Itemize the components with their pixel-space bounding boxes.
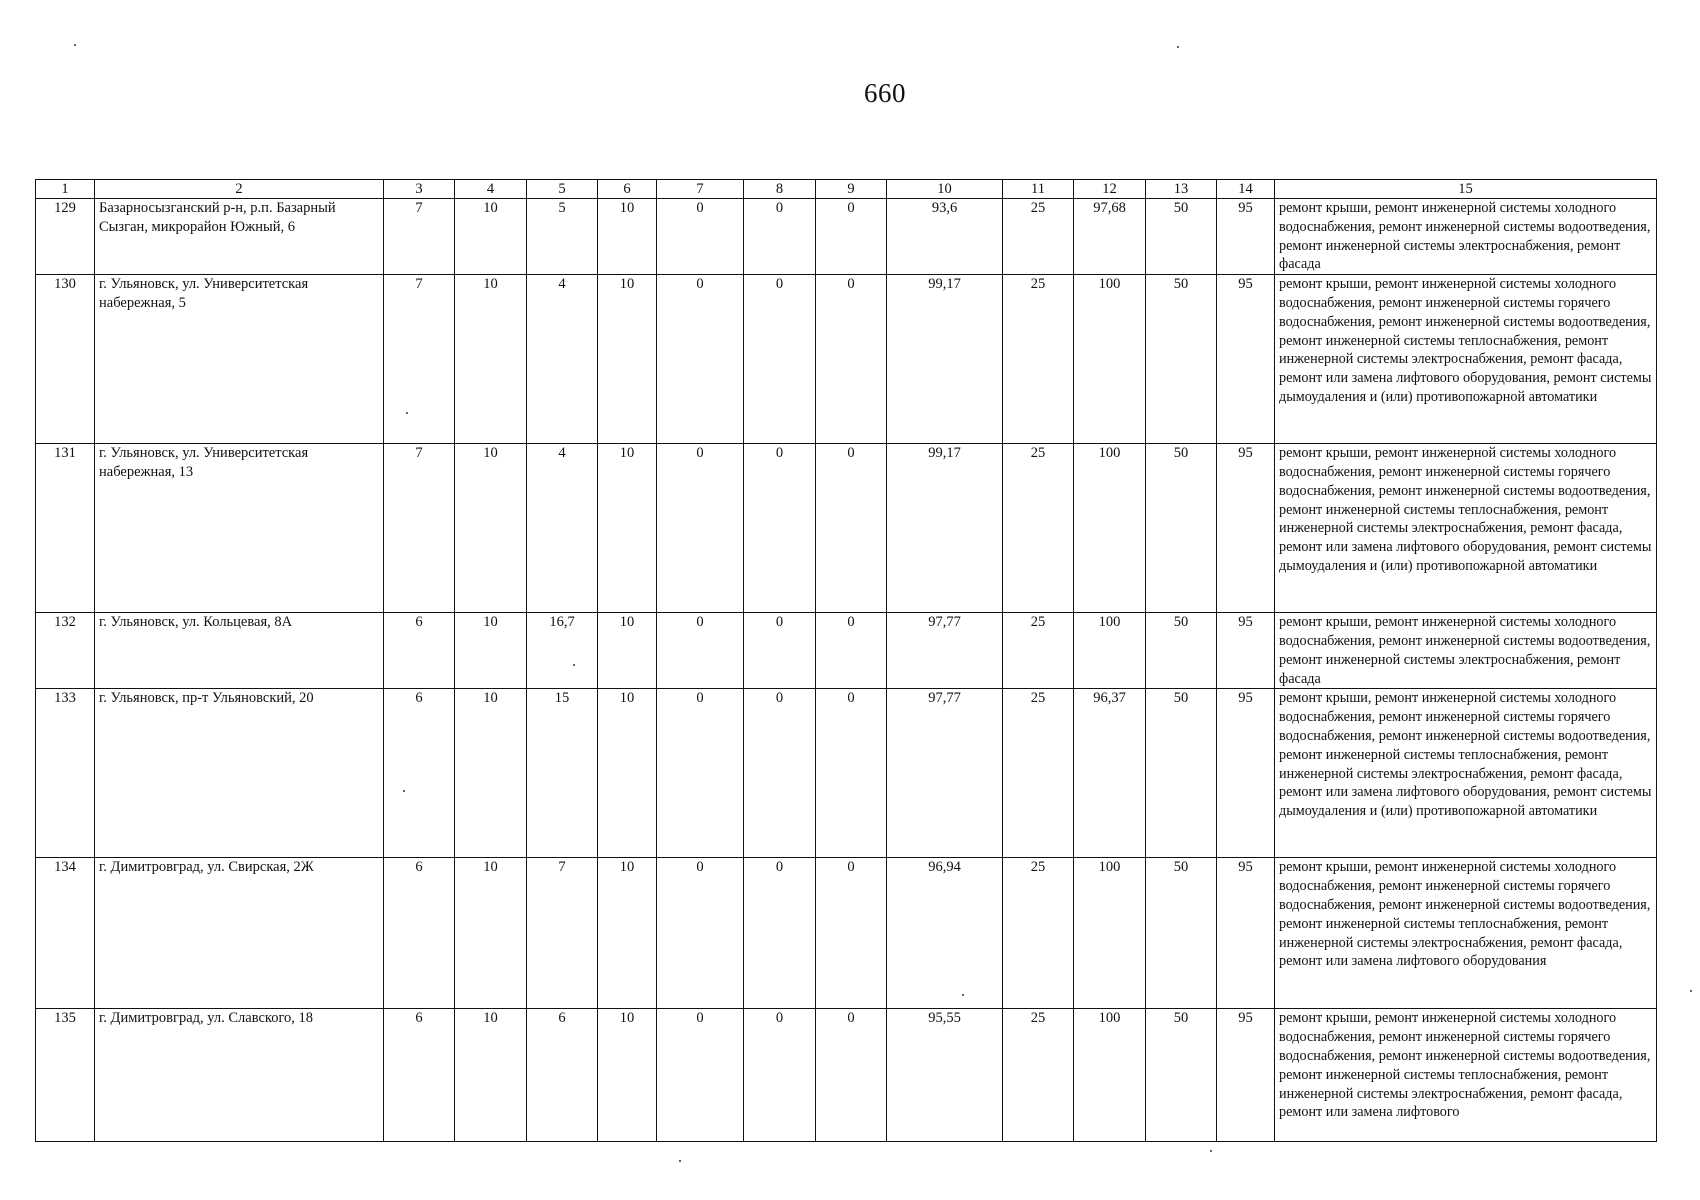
address-cell: г. Ульяновск, ул. Университетская набережная, 5 [95,275,384,444]
row-number-cell: 133 [36,689,95,858]
value-cell-c12: 100 [1074,444,1146,613]
address-cell: г. Димитровград, ул. Славского, 18 [95,1009,384,1142]
address-cell: г. Ульяновск, ул. Кольцевая, 8А [95,613,384,689]
value-cell-c14: 95 [1217,444,1275,613]
value-cell-c3: 7 [384,275,455,444]
table-row [36,858,1657,1009]
value-cell-c13: 50 [1146,858,1217,1009]
row-number-cell: 135 [36,1009,95,1142]
column-header: 3 [384,180,455,199]
value-cell-c3: 7 [384,199,455,275]
value-cell-c12: 100 [1074,613,1146,689]
column-header: 5 [527,180,598,199]
value-cell-c8: 0 [744,613,816,689]
value-cell-c13: 50 [1146,275,1217,444]
value-cell-c9: 0 [816,1009,887,1142]
value-cell-c12: 96,37 [1074,689,1146,858]
scan-speck [1690,990,1692,992]
value-cell-c13: 50 [1146,199,1217,275]
value-cell-c4: 10 [455,199,527,275]
value-cell-c7: 0 [657,858,744,1009]
value-cell-c5: 15 [527,689,598,858]
value-cell-c13: 50 [1146,689,1217,858]
row-number-cell: 131 [36,444,95,613]
value-cell-c14: 95 [1217,199,1275,275]
address-cell: г. Ульяновск, ул. Университетская набережная, 13 [95,444,384,613]
value-cell-c8: 0 [744,275,816,444]
column-header: 11 [1003,180,1074,199]
value-cell-c7: 0 [657,613,744,689]
table-body [36,199,1657,1142]
row-number-cell: 129 [36,199,95,275]
value-cell-c11: 25 [1003,1009,1074,1142]
value-cell-c12: 100 [1074,1009,1146,1142]
value-cell-c7: 0 [657,199,744,275]
value-cell-c13: 50 [1146,613,1217,689]
value-cell-c11: 25 [1003,275,1074,444]
value-cell-c11: 25 [1003,444,1074,613]
column-header: 15 [1275,180,1657,199]
value-cell-c14: 95 [1217,613,1275,689]
works-cell: ремонт крыши, ремонт инженерной системы холодного водоснабжения, ремонт инженерной системы горячего водоснабжения, ремонт инженерной системы водоотведения, ремонт инженерной системы теплоснабжения, ремонт инженерной системы электроснабжения, ремонт фасада, ремонт или замена лифтового [1275,1009,1657,1142]
column-header: 14 [1217,180,1275,199]
value-cell-c4: 10 [455,1009,527,1142]
value-cell-c5: 5 [527,199,598,275]
value-cell-c6: 10 [598,689,657,858]
value-cell-c11: 25 [1003,199,1074,275]
address-cell: г. Димитровград, ул. Свирская, 2Ж [95,858,384,1009]
value-cell-c7: 0 [657,275,744,444]
scan-speck [679,1160,681,1162]
value-cell-c13: 50 [1146,444,1217,613]
value-cell-c7: 0 [657,444,744,613]
value-cell-c7: 0 [657,689,744,858]
value-cell-c10: 95,55 [887,1009,1003,1142]
value-cell-c9: 0 [816,275,887,444]
value-cell-c12: 100 [1074,275,1146,444]
value-cell-c3: 6 [384,613,455,689]
works-cell: ремонт крыши, ремонт инженерной системы холодного водоснабжения, ремонт инженерной системы водоотведения, ремонт инженерной системы электроснабжения, ремонт фасада [1275,199,1657,275]
column-header: 1 [36,180,95,199]
value-cell-c5: 4 [527,275,598,444]
works-cell: ремонт крыши, ремонт инженерной системы холодного водоснабжения, ремонт инженерной системы горячего водоснабжения, ремонт инженерной системы водоотведения, ремонт инженерной системы теплоснабжения, ремонт инженерной системы электроснабжения, ремонт фасада, ремонт или замена лифтового оборудования, ремонт системы дымоудаления и (или) противопожарной автоматики [1275,444,1657,613]
value-cell-c10: 99,17 [887,275,1003,444]
row-number-cell: 132 [36,613,95,689]
column-header: 13 [1146,180,1217,199]
value-cell-c13: 50 [1146,1009,1217,1142]
value-cell-c9: 0 [816,689,887,858]
table-row [36,689,1657,858]
value-cell-c3: 7 [384,444,455,613]
column-header: 10 [887,180,1003,199]
value-cell-c10: 97,77 [887,613,1003,689]
address-cell: г. Ульяновск, пр-т Ульяновский, 20 [95,689,384,858]
value-cell-c7: 0 [657,1009,744,1142]
value-cell-c4: 10 [455,275,527,444]
value-cell-c11: 25 [1003,858,1074,1009]
value-cell-c6: 10 [598,1009,657,1142]
works-cell: ремонт крыши, ремонт инженерной системы холодного водоснабжения, ремонт инженерной системы горячего водоснабжения, ремонт инженерной системы водоотведения, ремонт инженерной системы теплоснабжения, ремонт инженерной системы электроснабжения, ремонт фасада, ремонт или замена лифтового оборудования, ремонт системы дымоудаления и (или) противопожарной автоматики [1275,689,1657,858]
column-header: 6 [598,180,657,199]
value-cell-c4: 10 [455,444,527,613]
column-header: 9 [816,180,887,199]
row-number-cell: 134 [36,858,95,1009]
column-header: 8 [744,180,816,199]
scan-speck [1177,46,1179,48]
value-cell-c5: 7 [527,858,598,1009]
value-cell-c11: 25 [1003,689,1074,858]
value-cell-c6: 10 [598,858,657,1009]
column-header: 12 [1074,180,1146,199]
scan-speck [1210,1150,1212,1152]
value-cell-c9: 0 [816,199,887,275]
value-cell-c3: 6 [384,858,455,1009]
table-row [36,1009,1657,1142]
value-cell-c3: 6 [384,1009,455,1142]
value-cell-c4: 10 [455,858,527,1009]
works-cell: ремонт крыши, ремонт инженерной системы холодного водоснабжения, ремонт инженерной системы горячего водоснабжения, ремонт инженерной системы водоотведения, ремонт инженерной системы теплоснабжения, ремонт инженерной системы электроснабжения, ремонт фасада, ремонт или замена лифтового оборудования [1275,858,1657,1009]
value-cell-c4: 10 [455,613,527,689]
column-header: 7 [657,180,744,199]
column-header: 4 [455,180,527,199]
value-cell-c12: 97,68 [1074,199,1146,275]
value-cell-c5: 6 [527,1009,598,1142]
value-cell-c9: 0 [816,444,887,613]
value-cell-c14: 95 [1217,1009,1275,1142]
value-cell-c10: 99,17 [887,444,1003,613]
table-header-row [36,180,1657,199]
value-cell-c11: 25 [1003,613,1074,689]
page-number: 660 [864,78,906,108]
row-number-cell: 130 [36,275,95,444]
value-cell-c6: 10 [598,444,657,613]
value-cell-c4: 10 [455,689,527,858]
value-cell-c10: 96,94 [887,858,1003,1009]
table-row [36,613,1657,689]
value-cell-c14: 95 [1217,858,1275,1009]
table-row [36,275,1657,444]
column-header: 2 [95,180,384,199]
address-cell: Базарносызганский р-н, р.п. Базарный Сызган, микрорайон Южный, 6 [95,199,384,275]
value-cell-c6: 10 [598,613,657,689]
table-row [36,199,1657,275]
value-cell-c6: 10 [598,275,657,444]
works-cell: ремонт крыши, ремонт инженерной системы холодного водоснабжения, ремонт инженерной системы горячего водоснабжения, ремонт инженерной системы водоотведения, ремонт инженерной системы теплоснабжения, ремонт инженерной системы электроснабжения, ремонт фасада, ремонт или замена лифтового оборудования, ремонт системы дымоудаления и (или) противопожарной автоматики [1275,275,1657,444]
value-cell-c10: 93,6 [887,199,1003,275]
value-cell-c8: 0 [744,444,816,613]
value-cell-c5: 4 [527,444,598,613]
table-row [36,444,1657,613]
value-cell-c8: 0 [744,199,816,275]
value-cell-c8: 0 [744,689,816,858]
value-cell-c8: 0 [744,1009,816,1142]
value-cell-c3: 6 [384,689,455,858]
value-cell-c9: 0 [816,613,887,689]
scan-speck [74,44,76,46]
value-cell-c6: 10 [598,199,657,275]
value-cell-c8: 0 [744,858,816,1009]
value-cell-c5: 16,7 [527,613,598,689]
value-cell-c9: 0 [816,858,887,1009]
value-cell-c12: 100 [1074,858,1146,1009]
works-cell: ремонт крыши, ремонт инженерной системы холодного водоснабжения, ремонт инженерной системы водоотведения, ремонт инженерной системы электроснабжения, ремонт фасада [1275,613,1657,689]
repair-program-table [35,179,1657,1142]
value-cell-c10: 97,77 [887,689,1003,858]
value-cell-c14: 95 [1217,275,1275,444]
value-cell-c14: 95 [1217,689,1275,858]
